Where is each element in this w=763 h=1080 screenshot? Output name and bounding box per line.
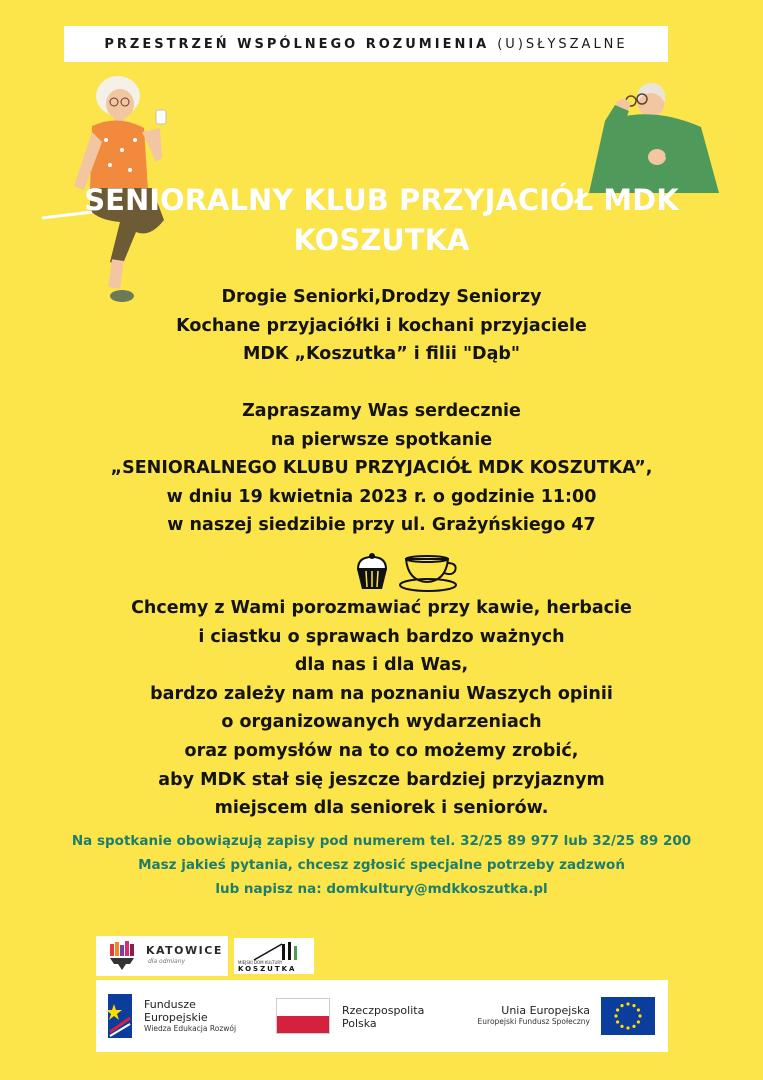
message-line: o organizowanych wydarzeniach <box>221 712 542 733</box>
cupcake-icon <box>352 551 392 593</box>
message-block <box>40 594 723 823</box>
top-banner <box>64 26 668 62</box>
message-line: miejscem dla seniorek i seniorów. <box>214 798 549 819</box>
poland-flag-icon <box>276 998 330 1034</box>
katowice-tagline: dla odmiany <box>148 958 186 965</box>
message-line: oraz pomysłów na to co możemy zrobić, <box>184 740 579 761</box>
katowice-emblem-icon <box>108 940 138 972</box>
rp-line-1: Rzeczpospolita <box>342 1004 425 1017</box>
koszutka-small-text: MIEJSKI DOM KULTURY <box>238 960 283 965</box>
eu-flag-icon <box>601 997 655 1035</box>
message-line: i ciastku o sprawach bardzo ważnych <box>198 626 565 647</box>
greeting-line: Drogie Seniorki,Drodzy Seniorzy <box>221 287 542 307</box>
contact-block <box>20 829 743 901</box>
fe-line-1: Fundusze <box>144 998 196 1011</box>
invitation-line: na pierwsze spotkanie <box>270 429 493 450</box>
katowice-name: KATOWICE <box>146 944 223 957</box>
coffee-cup-icon <box>398 553 460 593</box>
koszutka-building-icon <box>252 940 302 962</box>
koszutka-logo <box>234 938 314 974</box>
message-line: aby MDK stał się jeszcze bardziej przyjaznym <box>158 769 605 790</box>
rp-line-2: Polska <box>342 1017 377 1030</box>
ue-line-1: Unia Europejska <box>501 1004 590 1017</box>
main-title <box>40 180 723 260</box>
contact-line: lub napisz na: domkultury@mdkkoszutka.pl <box>215 881 548 897</box>
invitation-line: w naszej siedzibie przy ul. Grażyńskiego 47 <box>167 515 596 536</box>
message-line: bardzo zależy nam na poznaniu Waszych opinii <box>150 683 613 704</box>
invitation-line: w dniu 19 kwietnia 2023 r. o godzinie 11:00 <box>166 486 597 507</box>
koszutka-name: KOSZUTKA <box>238 965 297 973</box>
greeting-line: MDK „Koszutka” i filii "Dąb" <box>242 344 521 365</box>
contact-line: Na spotkanie obowiązują zapisy pod numerem tel. 32/25 89 977 lub 32/25 89 200 <box>71 833 692 849</box>
banner-bold-text: PRZESTRZEŃ WSPÓLNEGO ROZUMIENIA <box>104 36 490 52</box>
title-line-2: KOSZUTKA <box>293 223 470 257</box>
invitation-line: Zapraszamy Was serdecznie <box>242 401 521 421</box>
eu-funding-bar <box>96 980 668 1052</box>
invitation-block <box>40 397 723 540</box>
banner-light-text: (U)SŁYSZALNE <box>497 36 628 52</box>
fe-line-2: Europejskie <box>144 1011 208 1024</box>
katowice-logo <box>96 936 228 976</box>
greeting-line: Kochane przyjaciółki i kochani przyjaciele <box>176 315 587 336</box>
contact-line: Masz jakieś pytania, chcesz zgłosić specjalne potrzeby zadzwoń <box>138 857 625 873</box>
invitation-line: „SENIORALNEGO KLUBU PRZYJACIÓŁ MDK KOSZUTKA”, <box>110 458 653 479</box>
message-line: Chcemy z Wami porozmawiać przy kawie, herbacie <box>131 598 632 618</box>
ue-line-2: Europejski Fundusz Społeczny <box>477 1017 590 1026</box>
title-line-1: SENIORALNY KLUB PRZYJACIÓŁ MDK <box>84 183 679 217</box>
message-line: dla nas i dla Was, <box>294 655 469 676</box>
fe-line-3: Wiedza Edukacja Rozwój <box>144 1024 237 1033</box>
greeting-block <box>40 283 723 369</box>
fundusze-europejskie-icon <box>106 992 134 1040</box>
